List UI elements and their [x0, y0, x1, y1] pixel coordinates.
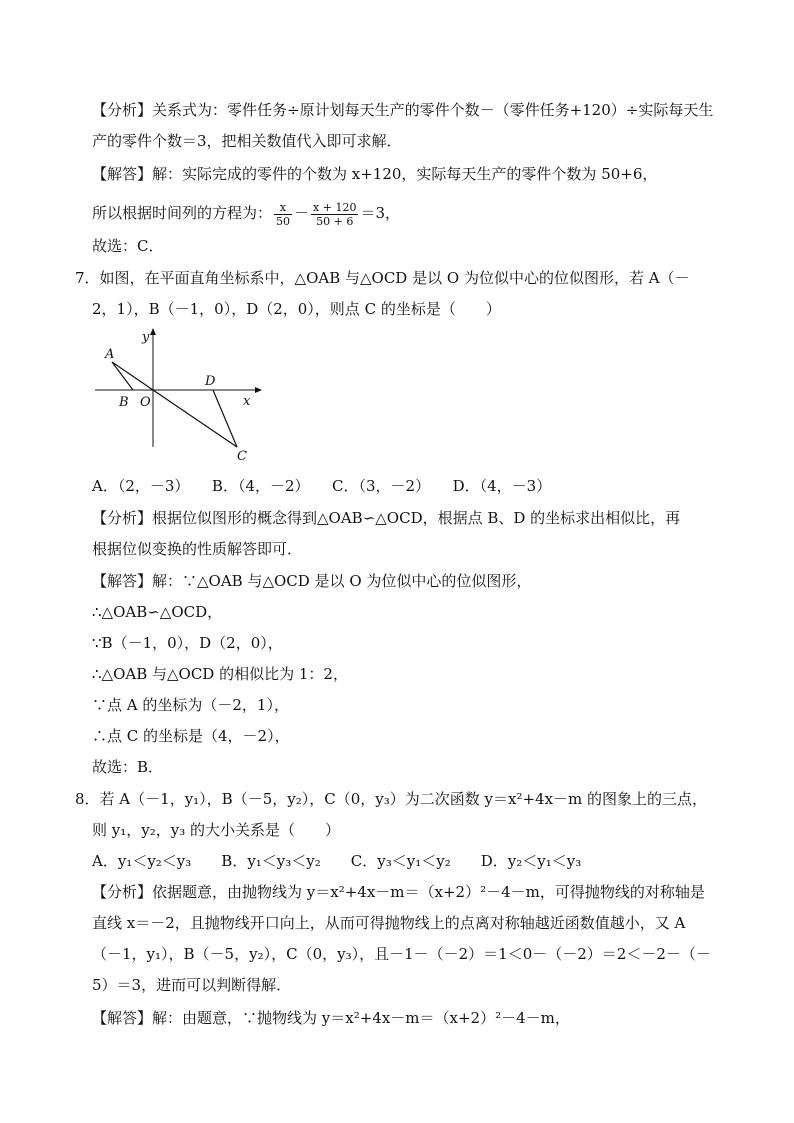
- answer-line-6: 故选：C．: [92, 237, 164, 255]
- q7-solution-line-2: ∴△OAB∽△OCD，: [92, 603, 223, 621]
- fraction-2-denominator: 50 + 6: [316, 214, 354, 228]
- label-D: D: [205, 374, 216, 389]
- fraction-1-numerator: x: [274, 201, 292, 215]
- label-x: x: [243, 394, 251, 409]
- label-C: C: [237, 449, 247, 464]
- question-8-options: A．y₁＜y₂＜y₃ B．y₁＜y₃＜y₂ C．y₃＜y₁＜y₂ D．y₂＜y₁＜y₃: [92, 852, 582, 870]
- q8-analysis-line-3: （－1，y₁），B（－5，y₂），C（0，y₃），且－1－（－2）＝1＜0－（－2）＝2＜－2－（－: [92, 945, 711, 963]
- q7-solution-line-1: 【解答】解：∵△OAB 与△OCD 是以 O 为位似中心的位似图形，: [92, 572, 532, 590]
- analysis-line-1: 【分析】关系式为：零件任务÷原计划每天生产的零件个数－（零件任务+120）÷实际每天生: [92, 101, 714, 119]
- q8-analysis-line-4: 5）＝3，进而可以判断得解．: [92, 976, 292, 994]
- q7-solution-line-3: ∵B（－1，0），D（2，0），: [92, 634, 283, 652]
- solution-line-1: 【解答】解：实际完成的零件的个数为 x+120，实际每天生产的零件个数为 50+6，: [92, 165, 658, 183]
- equation-minus: －: [294, 204, 310, 222]
- q7-solution-line-6: ∴点 C 的坐标是（4，－2），: [92, 727, 290, 745]
- segment-AB: [112, 362, 133, 390]
- q8-solution-line-1: 【解答】解：由题意，∵抛物线为 y＝x²+4x－m＝（x+2）²－4－m，: [92, 1009, 570, 1027]
- analysis-line-2: 产的零件个数＝3，把相关数值代入即可求解．: [92, 132, 402, 150]
- segment-AO: [112, 362, 153, 390]
- question-7-options: A．（2，－3） B．（4，－2） C．（3，－2） D．（4，－3）: [92, 477, 552, 495]
- equation-suffix: ＝3，: [360, 204, 400, 222]
- label-A: A: [105, 347, 115, 362]
- q7-solution-line-4: ∴△OAB 与△OCD 的相似比为 1：2，: [92, 665, 348, 683]
- fraction-1: [274, 201, 292, 228]
- q8-analysis-line-1: 【分析】依据题意，由抛物线为 y＝x²+4x－m＝（x+2）²－4－m，可得抛物线的对称轴是: [92, 883, 705, 901]
- label-O: O: [140, 395, 151, 410]
- q7-solution-line-5: ∵点 A 的坐标为（－2，1），: [92, 696, 289, 714]
- fraction-1-denominator: 50: [276, 214, 291, 228]
- coordinate-figure: [90, 325, 265, 465]
- label-y: y: [142, 330, 150, 345]
- question-8-line-1: 8．若 A（－1，y₁），B（－5，y₂），C（0，y₃）为二次函数 y＝x²+4x－m 的图象上的三点，: [75, 790, 708, 808]
- label-B: B: [119, 395, 129, 410]
- x-axis-arrow: [255, 387, 262, 393]
- question-7-line-1: 7．如图，在平面直角坐标系中，△OAB 与△OCD 是以 O 为位似中心的位似图形，若 A（－: [75, 269, 690, 287]
- q7-answer: 故选：B．: [92, 758, 164, 776]
- q8-analysis-line-2: 直线 x＝－2，且抛物线开口向上，从而可得抛物线上的点离对称轴越近函数值越小，又 A: [92, 914, 686, 932]
- question-8-line-2: 则 y₁，y₂，y₃ 的大小关系是（ ）: [92, 821, 340, 839]
- fraction-2: [311, 201, 358, 228]
- equation-prefix: 所以根据时间列的方程为：: [92, 204, 273, 222]
- question-7-line-2: 2，1），B（－1，0），D（2，0），则点 C 的坐标是（ ）: [92, 300, 501, 318]
- equation-line: [92, 198, 400, 228]
- fraction-2-numerator: x + 120: [313, 200, 357, 214]
- q7-analysis-line-1: 【分析】根据位似图形的概念得到△OAB∽△OCD，根据点 B、D 的坐标求出相似比，再: [92, 509, 681, 527]
- q7-analysis-line-2: 根据位似变换的性质解答即可．: [92, 540, 303, 558]
- y-axis-arrow: [150, 328, 156, 335]
